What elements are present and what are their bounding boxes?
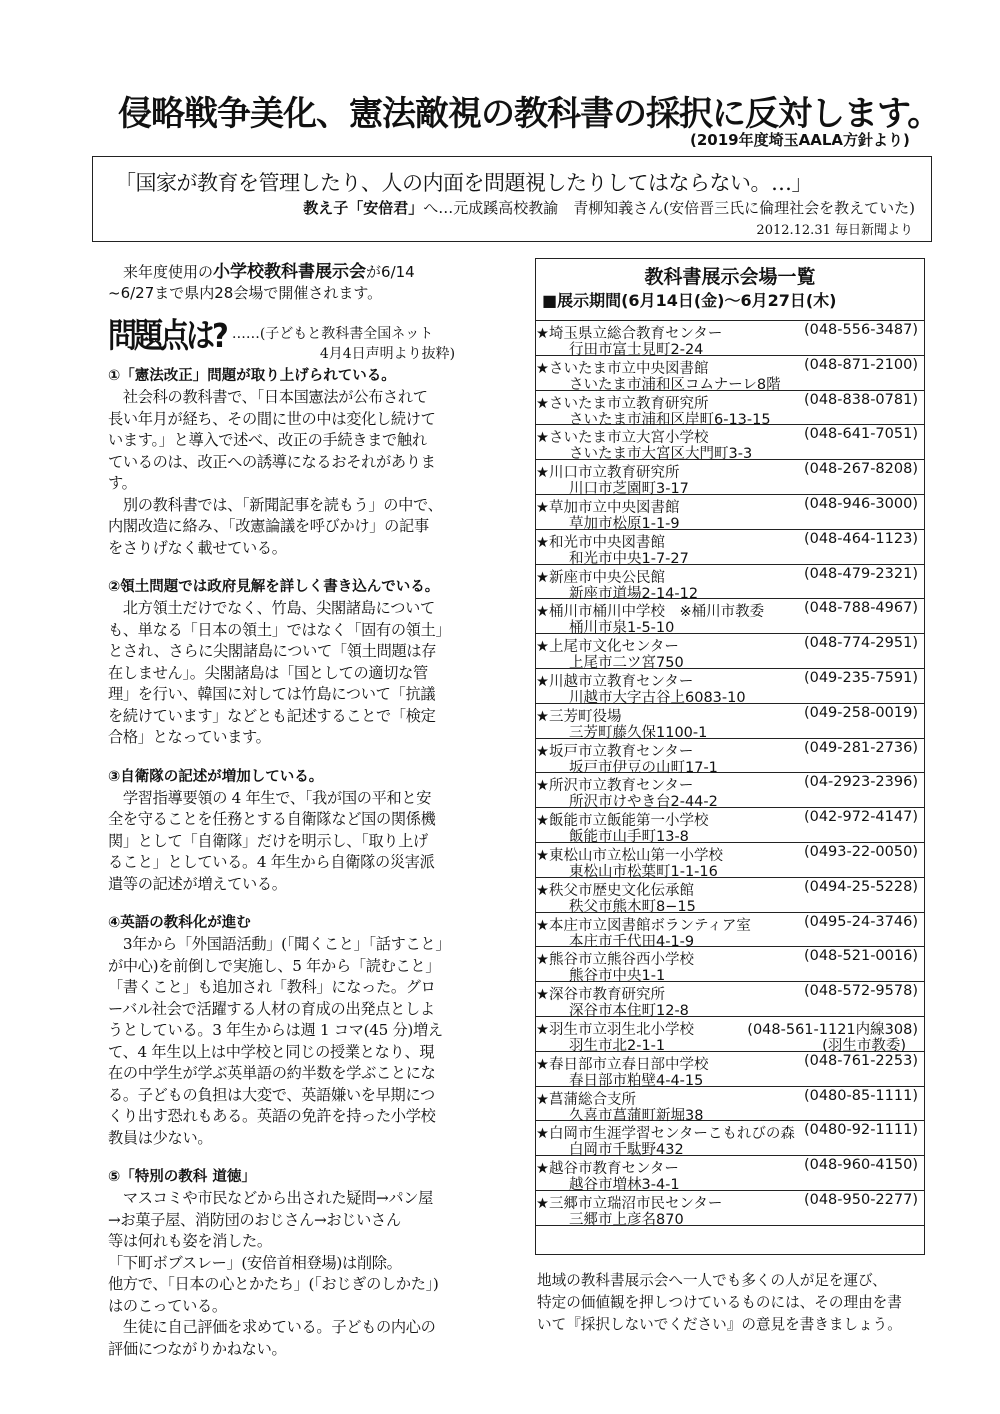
venue-address: 越谷市増林3-4-1	[569, 1177, 680, 1194]
footer-line: 地域の教科書展示会へ一人でも多くの人が足を運び、	[537, 1272, 887, 1289]
venue-name: ★三芳町役場	[536, 708, 622, 725]
venue-address: 上尾市二ツ宮750	[569, 655, 684, 672]
quote-box	[92, 156, 932, 242]
section-line: 「下町ボブスレー」(安倍首相登場)は削除。	[108, 1253, 402, 1272]
venue-address: 三郷市上彦名870	[569, 1211, 684, 1228]
venue-address: 桶川市泉1-5-10	[569, 620, 675, 637]
section-line: 関」として「自衛隊」だけを明示し、「取り上げ	[108, 831, 428, 850]
venue-address: 春日部市粕壁4-4-15	[569, 1072, 704, 1089]
venue-row	[536, 1191, 924, 1226]
venue-row	[536, 425, 924, 463]
venue-row	[536, 808, 924, 846]
venue-address: 坂戸市伊豆の山町17-1	[569, 759, 718, 776]
footer-note	[537, 1270, 937, 1336]
section-line: が中心)を前倒しで実施し、5 年から「読むこと」	[108, 956, 441, 975]
venue-address: 新座市道場2-14-12	[569, 585, 699, 602]
section-body	[108, 598, 520, 749]
section-line: も、単なる「日本の領土」ではなく「固有の領土」	[108, 620, 451, 639]
section-line: とされ、さらに尖閣諸島について「領土問題は存	[108, 642, 437, 660]
venue-tel: (0480-85-1111)	[803, 1087, 918, 1104]
section-line: 内閣改造に絡み、「改憲論議を呼びかけ」の記事	[108, 517, 429, 535]
venue-row	[536, 530, 924, 565]
section-line: 生徒に自己評価を求めている。子どもの内心の	[108, 1318, 436, 1336]
venue-address: さいたま市浦和区コムナーレ8階	[569, 376, 781, 393]
section-line: 全を守ることを任務とする自衛隊など国の関係機	[108, 810, 436, 828]
venue-row	[536, 1121, 924, 1159]
venue-row	[536, 356, 924, 391]
intro-pre: 来年度使用の	[123, 263, 214, 281]
venue-name: ★越谷市教育センター	[536, 1161, 679, 1178]
venue-address: 行田市富士見町2-24	[569, 342, 704, 358]
section-line: はのこっている。	[108, 1296, 227, 1315]
quote-author-rest: へ…元成蹊高校教諭 青柳知義さん(安倍晋三氏に倫理社会を教えていた)	[423, 199, 915, 217]
venue-name: ★菖蒲総合支所	[536, 1091, 636, 1108]
venue-address: 白岡市千駄野432	[569, 1142, 684, 1159]
venue-name: ★新座市中央公民館	[536, 569, 665, 586]
venue-row	[536, 460, 924, 498]
venue-row	[536, 669, 924, 704]
venue-row	[536, 947, 924, 985]
section-line: 北方領土だけでなく、竹島、尖閣諸島について	[108, 599, 435, 617]
section-line: 理」を行い、韓国に対しては竹島について「抗議	[108, 685, 436, 703]
quote-source: 2012.12.31 毎日新聞より	[756, 223, 913, 238]
venue-name: ★さいたま市立大宮小学校	[536, 430, 709, 447]
venue-row	[536, 1087, 924, 1122]
venue-row	[536, 843, 924, 878]
venue-row	[536, 739, 924, 774]
quote-author-prefix: 教え子「安倍君」	[303, 199, 424, 217]
venue-tel: (048-561-1121内線308)	[747, 1021, 918, 1038]
venue-tel: (049-258-0019)	[803, 704, 918, 721]
page-title: 侵略戦争美化、憲法敵視の教科書の採択に反対します。	[118, 94, 941, 134]
venue-row	[536, 1052, 924, 1087]
section-line: 他方で、「日本の心とかたち」(「おじぎのしかた」)	[108, 1275, 439, 1293]
venue-address: 久喜市菖蒲町新堀38	[569, 1107, 704, 1124]
venue-name: ★三郷市立瑞沼市民センター	[536, 1195, 723, 1212]
left-column	[108, 262, 520, 1378]
venue-address: さいたま市浦和区岸町6-13-15	[569, 411, 771, 428]
issues-source-line1: ……(子どもと教科書全国ネット	[231, 326, 434, 342]
section-line: うとしている。3 年生からは週 1 コマ(45 分)増え	[108, 1021, 443, 1039]
venue-tel: (0493-22-0050)	[803, 843, 918, 860]
venue-name: ★埼玉県立総合教育センター	[536, 326, 723, 342]
venue-name: ★上尾市文化センター	[536, 639, 679, 656]
venue-tel: (048-788-4967)	[803, 600, 918, 617]
venue-name: ★草加市立中央図書館	[536, 499, 680, 516]
venue-row	[536, 1156, 924, 1194]
sections	[108, 366, 520, 1360]
venue-tel: (0495-24-3746)	[803, 913, 918, 930]
venue-tel: (042-972-4147)	[803, 809, 918, 826]
intro-bold: 小学校教科書展示会	[213, 262, 367, 282]
venue-name: ★桶川市桶川中学校 ※桶川市教委	[536, 604, 765, 621]
venue-address: 本庄市千代田4-1-9	[569, 933, 695, 950]
venue-address: 秩父市熊木町8−15	[569, 898, 696, 915]
venue-address: さいたま市大宮区大門町3-3	[569, 446, 753, 463]
venue-tel: (048-267-8208)	[803, 461, 918, 478]
quote-text: 「国家が教育を管理したり、人の内面を問題視したりしてはならない。…」	[115, 171, 812, 195]
intro-line2: ~6/27まで県内28会場で開催されます。	[108, 284, 383, 302]
venue-tel: (048-871-2100)	[803, 356, 918, 373]
venue-row	[536, 495, 924, 530]
quote-author	[303, 197, 915, 218]
venue-name: ★坂戸市立教育センター	[536, 743, 694, 760]
venue-name: ★和光市中央図書館	[536, 534, 665, 551]
venue-tel: (048-946-3000)	[803, 495, 918, 512]
venue-name: ★飯能市立飯能第一小学校	[536, 813, 709, 830]
issues-heading: 問題点は?	[108, 315, 226, 356]
section-line: 合格」となっています。	[108, 728, 271, 746]
issues-source-line2: 4月4日声明より抜粋)	[319, 346, 456, 362]
section-heading: ③自衛隊の記述が増加している。	[108, 768, 324, 785]
venue-tel: (048-960-4150)	[803, 1157, 918, 1174]
venue-name: ★白岡市生涯学習センターこもれびの森	[536, 1126, 795, 1143]
section-line: 長い年月が経ち、その間に世の中は変化し続けて	[108, 409, 436, 428]
venue-row	[536, 321, 924, 356]
section-body	[108, 934, 520, 1149]
venue-tel: (048-950-2277)	[803, 1191, 918, 1208]
venue-address: 羽生市北2-1-1	[569, 1037, 666, 1054]
venue-row	[536, 773, 924, 811]
venue-list-title: 教科書展示会場一覧	[644, 266, 816, 288]
venue-tel: (0480-92-1111)	[803, 1122, 918, 1139]
intro	[108, 262, 520, 304]
venue-name: ★春日部市立春日部中学校	[536, 1056, 709, 1073]
venue-name: ★熊谷市立熊谷西小学校	[536, 952, 694, 969]
venue-row	[536, 634, 924, 672]
section-line: ること」としている。4 年生から自衛隊の災害派	[108, 853, 435, 871]
section-body	[108, 788, 520, 896]
venue-tel: (048-479-2321)	[803, 565, 918, 582]
venue-name: ★深谷市教育研究所	[536, 987, 665, 1004]
venue-list-box	[535, 258, 925, 1255]
section-line: 教員は少ない。	[108, 1128, 213, 1147]
section-heading: ①「憲法改正」問題が取り上げられている。	[108, 368, 396, 384]
section-body	[108, 1188, 520, 1360]
venue-name: ★川越市立教育センター	[536, 673, 694, 690]
footer-line: いて『採択しないでください』の意見を書きましょう。	[537, 1316, 902, 1333]
venue-tel: (048-464-1123)	[803, 530, 918, 547]
section-line: す。	[108, 474, 137, 492]
section-heading: ④英語の教科化が進む	[108, 915, 251, 931]
venue-name: ★川口市立教育研究所	[536, 465, 680, 482]
section-line: 学習指導要領の 4 年生で、「我が国の平和と安	[108, 788, 432, 807]
venue-name: ★さいたま市立教育研究所	[536, 395, 709, 412]
venue-address: 飯能市山手町13-8	[569, 829, 689, 846]
venue-row	[536, 599, 924, 637]
section-line: 遣等の記述が増えている。	[108, 874, 287, 893]
section-line: 評価につながりかねない。	[108, 1339, 287, 1358]
venue-address: 草加市松原1-1-9	[569, 515, 680, 532]
venue-list-period: ■展示期間(6月14日(金)〜6月27日(木)	[542, 291, 837, 310]
section-line: 「書くこと」も追加され「教科」になった。グロ	[108, 978, 436, 996]
section-line: くり出す恐れもある。英語の免許を持った小学校	[108, 1107, 436, 1125]
venue-name: ★所沢市立教育センター	[536, 778, 694, 795]
section-line: て、4 年生以上は中学校と同じの授業となり、現	[108, 1042, 435, 1061]
venue-address: 三芳町藤久保1100-1	[569, 724, 708, 741]
venue-tel: (048-572-9578)	[803, 983, 918, 1000]
venue-name: ★さいたま市立中央図書館	[536, 360, 709, 377]
venue-name: ★秩父市歴史文化伝承館	[536, 882, 694, 899]
venue-tel: (048-761-2253)	[803, 1052, 918, 1069]
section-heading: ⑤「特別の教科 道徳」	[108, 1169, 256, 1185]
venue-address: 和光市中央1-7-27	[569, 550, 689, 567]
section-line: ているのは、改正への誘導になるおそれがありま	[108, 452, 436, 471]
venue-row	[536, 565, 924, 600]
section-line: る。子どもの負担は大変で、英語嫌いを早期につ	[108, 1085, 435, 1104]
venue-tel: (048-774-2951)	[803, 635, 918, 652]
venue-name: ★東松山市立松山第一小学校	[536, 847, 723, 864]
venue-tel: (04-2923-2396)	[803, 774, 918, 791]
venue-address: 東松山市松葉町1-1-16	[569, 863, 718, 880]
venue-tel: (048-556-3487)	[803, 322, 918, 338]
venue-tel: (048-521-0016)	[803, 948, 918, 965]
section-line: 別の教科書では、「新聞記事を読もう」の中で、	[108, 495, 443, 514]
venue-name: ★羽生市立羽生北小学校	[536, 1021, 694, 1038]
issues-source	[232, 324, 455, 364]
section-line: を続けています」などとも記述することで「検定	[108, 706, 436, 725]
venue-tel: (0494-25-5228)	[803, 878, 918, 895]
venue-address: 熊谷市中央1-1	[569, 968, 666, 985]
venue-address: 川越市大字古谷上6083-10	[569, 689, 746, 706]
issues-header	[108, 315, 520, 364]
section-heading: ②領土問題では政府見解を詳しく書き込んでいる。	[108, 579, 440, 595]
venue-name: ★本庄市立図書館ボランティア室	[536, 917, 751, 934]
venue-row	[536, 913, 924, 948]
section-line: マスコミや市民などから出された疑問→パン屋	[108, 1189, 434, 1207]
section-line: →お菓子屋、消防団のおじさん→おじいさん	[108, 1210, 401, 1229]
section-line: 社会科の教科書で、「日本国憲法が公布されて	[108, 388, 428, 406]
section-line: 3年から「外国語活動」(「聞くこと」「話すこと」	[108, 935, 451, 953]
venue-note: (羽生市教委)	[822, 1037, 906, 1054]
section-line: ーバル社会で活躍する人材の育成の出発点としよ	[108, 999, 435, 1018]
page-subtitle: (2019年度埼玉AALA方針より)	[690, 131, 910, 149]
venue-row	[536, 982, 924, 1020]
section-line: 等は何れも姿を消した。	[108, 1232, 272, 1250]
venue-tel: (049-235-7591)	[803, 669, 918, 686]
section-body	[108, 387, 520, 559]
section-line: 在の中学生が学ぶ英単語の約半数を学ぶことにな	[108, 1064, 436, 1082]
venue-address: 所沢市けやき台2-44-2	[569, 794, 718, 811]
venue-list	[536, 320, 924, 1226]
venue-tel: (048-641-7051)	[803, 426, 918, 443]
section-line: います。」と導入で述べ、改正の手続きまで触れ	[108, 431, 427, 449]
section-line: 在しません」。尖閣諸島は「国としての適切な管	[108, 663, 428, 682]
venue-row	[536, 1017, 924, 1052]
section-line: をさりげなく載せている。	[108, 538, 287, 557]
intro-post: が6/14	[366, 263, 415, 281]
venue-row	[536, 391, 924, 426]
venue-tel: (049-281-2736)	[803, 739, 918, 756]
venue-address: 川口市芝園町3-17	[569, 481, 689, 498]
venue-address: 深谷市本住町12-8	[569, 1003, 689, 1020]
venue-row	[536, 704, 924, 739]
venue-tel: (048-838-0781)	[803, 391, 918, 408]
venue-row	[536, 878, 924, 913]
footer-line: 特定の価値観を押しつけているものには、その理由を書	[537, 1294, 902, 1311]
